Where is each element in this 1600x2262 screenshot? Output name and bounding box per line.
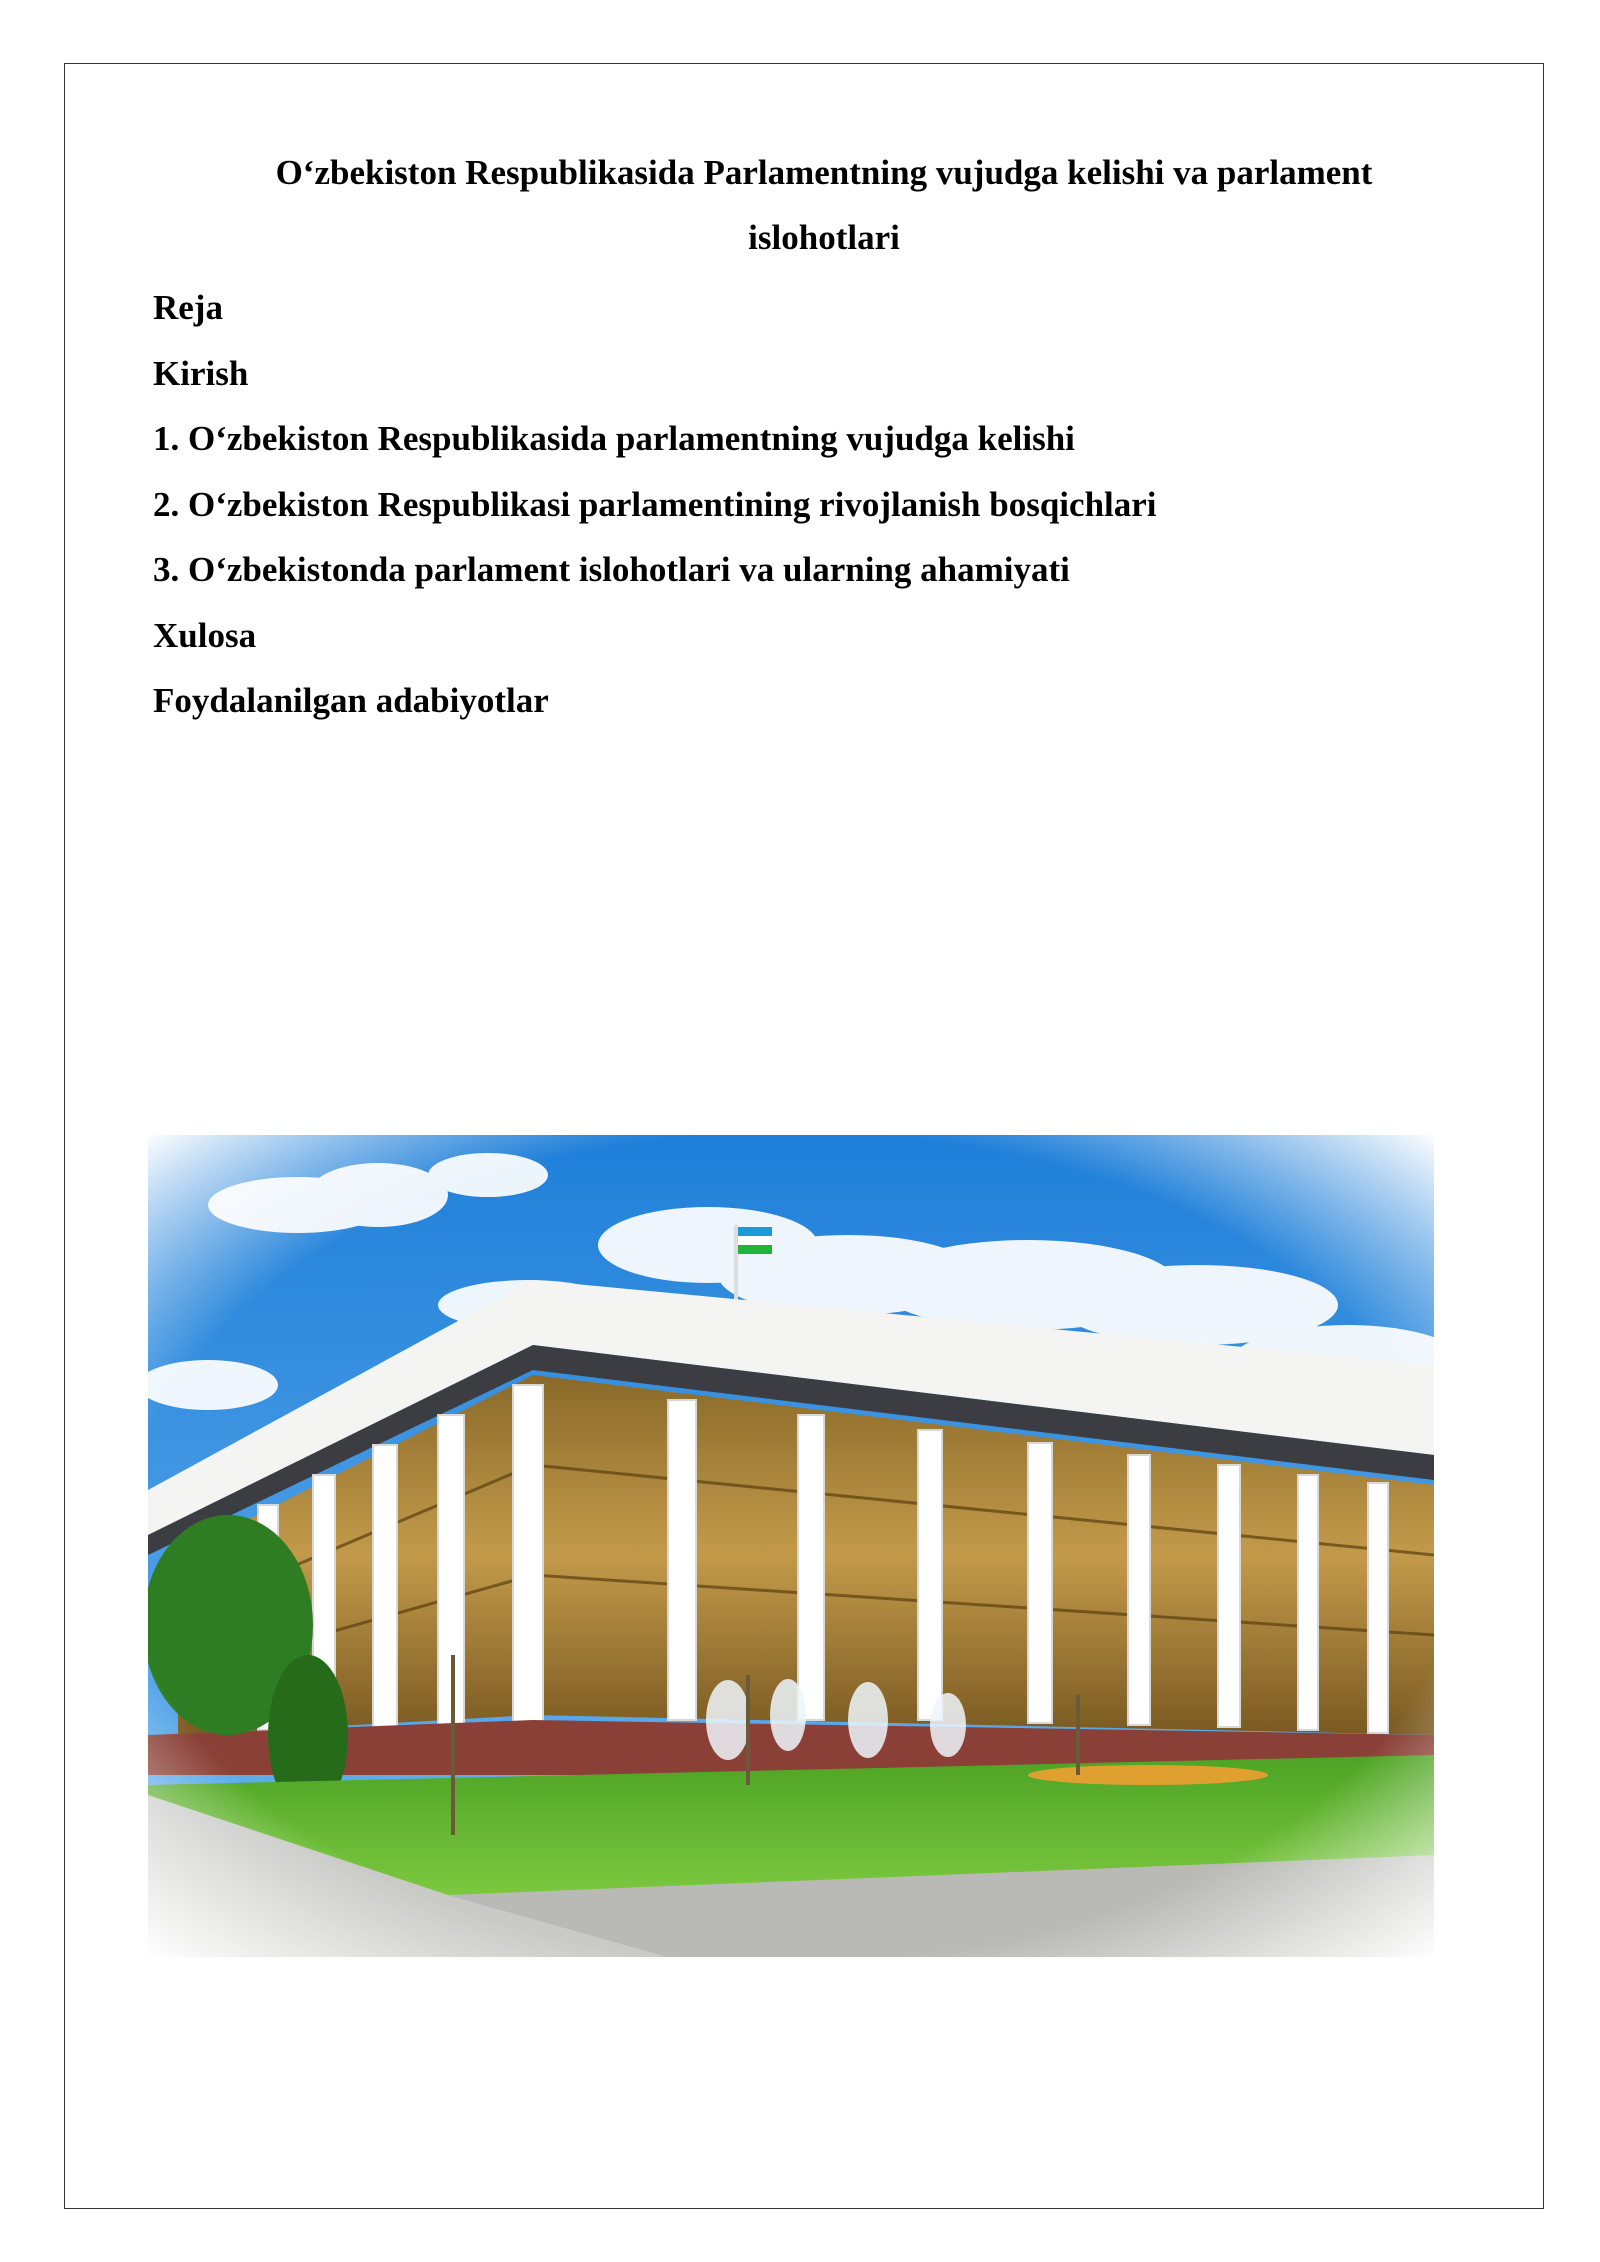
parliament-building-photo [148, 1135, 1434, 1957]
plan-item-introduction: Kirish [153, 353, 249, 393]
title-line-1: O‘zbekiston Respublikasida Parlamentning vujudga kelishi va parlament [275, 153, 1373, 192]
uzbekistan-flag [738, 1227, 772, 1254]
title-line-2: islohotlari [748, 218, 900, 257]
plan-item-references: Foydalanilgan adabiyotlar [153, 681, 549, 720]
document-title [154, 140, 1494, 270]
plan-item-2: 2. O‘zbekiston Respublikasi parlamentining rivojlanish bosqichlari [153, 484, 1157, 524]
plan-item-conclusion: Xulosa [153, 615, 257, 655]
plan-item-1: 1. O‘zbekiston Respublikasida parlamentning vujudga kelishi [153, 419, 1075, 458]
flower-bed [1028, 1765, 1268, 1785]
plan-heading: Reja [153, 288, 223, 327]
plan-list [153, 275, 1157, 734]
parliament-building-illustration [148, 1135, 1434, 1957]
plan-item-3: 3. O‘zbekistonda parlament islohotlari va ularning ahamiyati [153, 550, 1070, 589]
